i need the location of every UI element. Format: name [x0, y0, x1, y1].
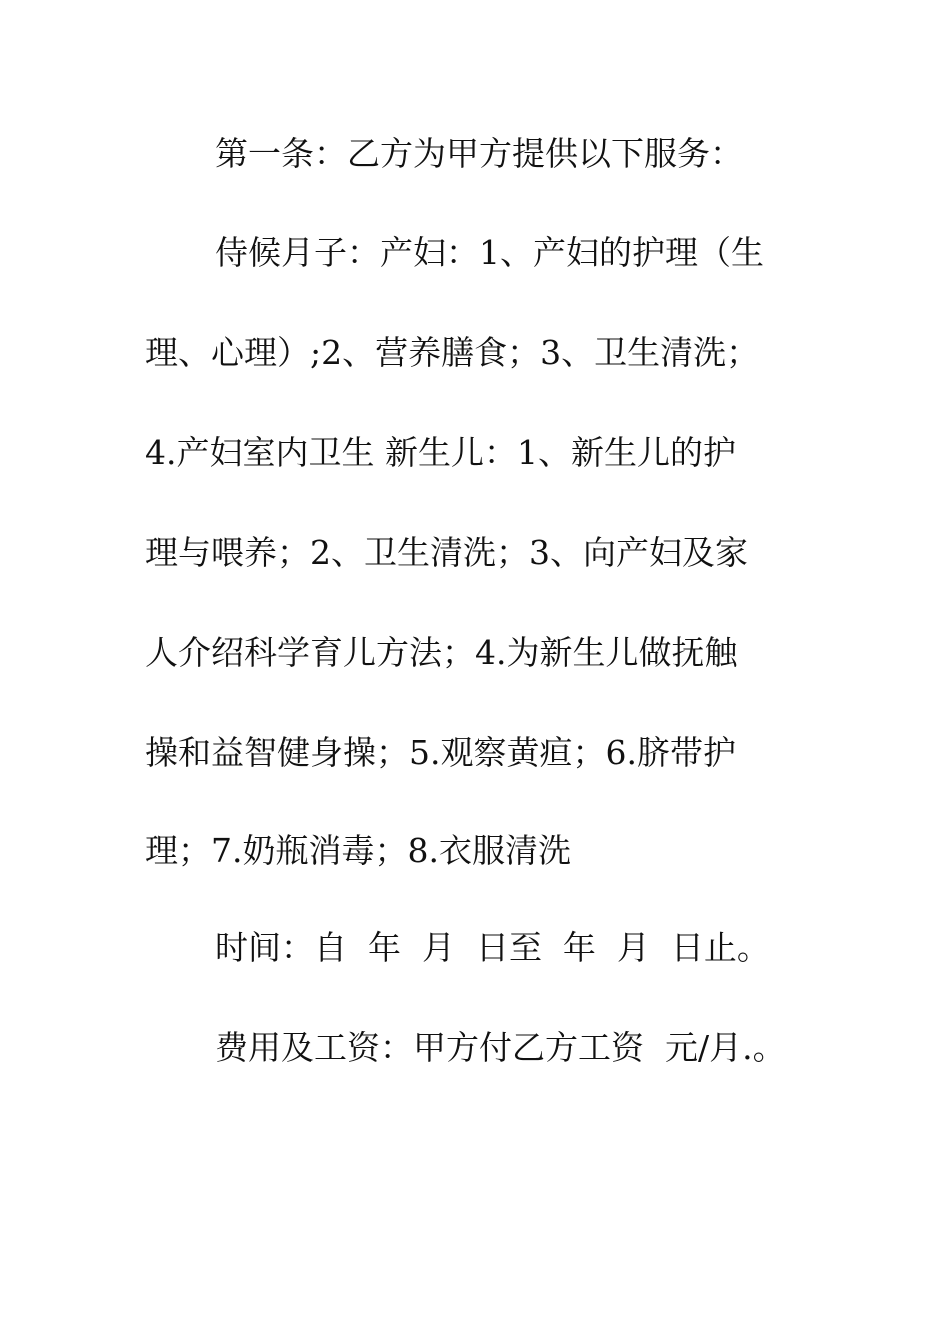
fee-wage-line: 费用及工资：甲方付乙方工资 元/月.。: [215, 1028, 786, 1067]
clause-one-heading: 第一条：乙方为甲方提供以下服务：: [215, 134, 743, 173]
service-line-5: 人介绍科学育儿方法；4.为新生儿做抚触: [145, 633, 738, 672]
service-line-3: 4.产妇室内卫生 新生儿：1、新生儿的护: [145, 433, 736, 472]
time-period-line: 时间：自 年 月 日至 年 月 日止。: [215, 928, 770, 967]
service-line-6: 操和益智健身操；5.观察黄疸；6.脐带护: [145, 733, 736, 772]
service-line-1: 侍候月子：产妇：1、产妇的护理（生: [215, 233, 764, 272]
service-line-7: 理；7.奶瓶消毒；8.衣服清洗: [145, 831, 571, 870]
service-line-4: 理与喂养；2、卫生清洗；3、向产妇及家: [145, 533, 748, 572]
service-line-2: 理、心理）;2、营养膳食；3、卫生清洗；: [145, 333, 760, 372]
